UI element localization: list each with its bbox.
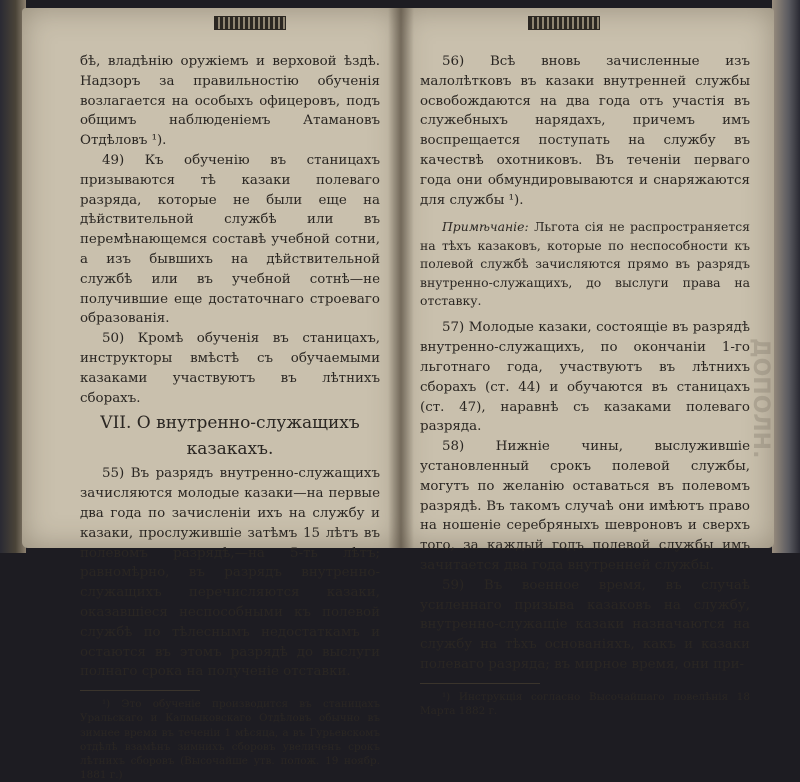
footnote-rule — [420, 683, 540, 684]
paragraph-59: 59) Въ военное время, въ случаѣ усиленнаго призыва казаковъ на службу, внутренно-служащіе казаки назначаются на службу на тѣхъ основаніяхъ, какъ и казаки полеваго разряда; въ мирное время, они при- — [420, 577, 750, 672]
right-page-text — [420, 52, 750, 718]
footnote-right: ¹) Инструкція согласно Высочайшаго повелѣнія 18 Марта 1882 г. — [420, 690, 750, 717]
paragraph-56: 56) Всѣ вновь зачисленные изъ малолѣтковъ въ казаки внутренней службы освобождаются на два года отъ участія въ служебныхъ нарядахъ, причемъ имъ воспрещается поступать на службу въ качествѣ охотниковъ. Въ теченіи перваго года они обмундировываются и снаряжаются для службы ¹). — [420, 54, 750, 208]
note-paragraph — [420, 218, 750, 310]
header-ornament-right — [528, 16, 600, 30]
book-edge-right — [772, 0, 800, 553]
stamp-bleedthrough: ДОПОЛН. — [748, 338, 773, 459]
left-page — [22, 8, 400, 782]
header-ornament-left — [214, 16, 286, 30]
paragraph-57: 57) Молодые казаки, состоящіе въ разрядѣ внутренно-служащихъ, по окончаніи 1-го льготнаго года, участвуютъ въ лѣтнихъ сборахъ (ст. 44) и обучаются въ станицахъ (ст. 47), наравнѣ съ казаками полеваго разряда. — [420, 320, 750, 435]
note-text: Льгота сія не распространяется на тѣхъ казаковъ, которые по неспособности къ полевой службѣ зачисляются прямо въ разрядъ внутренно-служащихъ, до выслуги права на отставку. — [420, 219, 750, 308]
paragraph-50: 50) Кромѣ обученія въ станицахъ, инструкторы вмѣстѣ съ обучаемыми казаками участвуютъ въ лѣтнихъ сборахъ. — [80, 331, 380, 406]
section-heading: VII. О внутренно-служащихъ казакахъ. — [100, 413, 360, 460]
paragraph-55: 55) Въ разрядъ внутренно-служащихъ зачисляются молодые казаки—на первые два года по зачисленіи ихъ на службу и казаки, прослужившіе затѣмъ 15 лѣтъ въ полевомъ разрядѣ,—на 5-ть лѣтъ; равномѣрно, въ разрядъ внутренно-служащихъ перечисляются казаки, оказавшіеся неспособными къ полевой службѣ по тѣлеснымъ недостаткамъ и остаются въ этомъ разрядѣ до выслуги полнаго срока на полученіе отставки. — [80, 466, 380, 680]
footnote-rule — [80, 690, 200, 691]
book-gutter — [388, 8, 414, 548]
footnote-left: ¹) Это обученіе производится въ станицахъ Уральскаго и Калмыковскаго Отдѣловъ обычно въ зимнее время въ теченіи 1 мѣсяца, а въ Гурьевскомъ отдѣлѣ взамѣнъ зимнихъ сборовъ увеличенъ срокъ лѣтнихъ сборовъ (Высочайше утв. полож. 19 ноябр. 1881 г.) — [80, 698, 380, 782]
note-label: Примѣчаніе: — [442, 219, 529, 235]
paragraph-49: 49) Къ обученію въ станицахъ призываются тѣ казаки полеваго разряда, которые не были еще на дѣйствительной службѣ или въ перемѣнающемся составѣ учебной сотни, а изъ бывшихъ на дѣйствительной службѣ или въ учебной сотнѣ—не получившие еще достаточнаго строеваго образованія. — [80, 152, 380, 327]
paragraph-continued: бѣ, владѣнію оружіемъ и верховой ѣздѣ. Надзоръ за правильностію обученія возлагается на особыхъ офицеровъ, подъ общимъ наблюденіемъ Атамановъ Отдѣловъ ¹). — [80, 54, 380, 149]
left-page-text — [80, 52, 380, 782]
paragraph-58: 58) Нижніе чины, выслужившіе установленный срокъ полевой службы, могутъ по желанію оставаться въ полевомъ разрядѣ. Въ такомъ случаѣ они имѣютъ право на ношеніе серебряныхъ шевроновъ и сверхъ того, за каждый годъ полевой службы имъ зачитается два года внутренней службы. — [420, 439, 750, 573]
right-page — [400, 8, 774, 717]
